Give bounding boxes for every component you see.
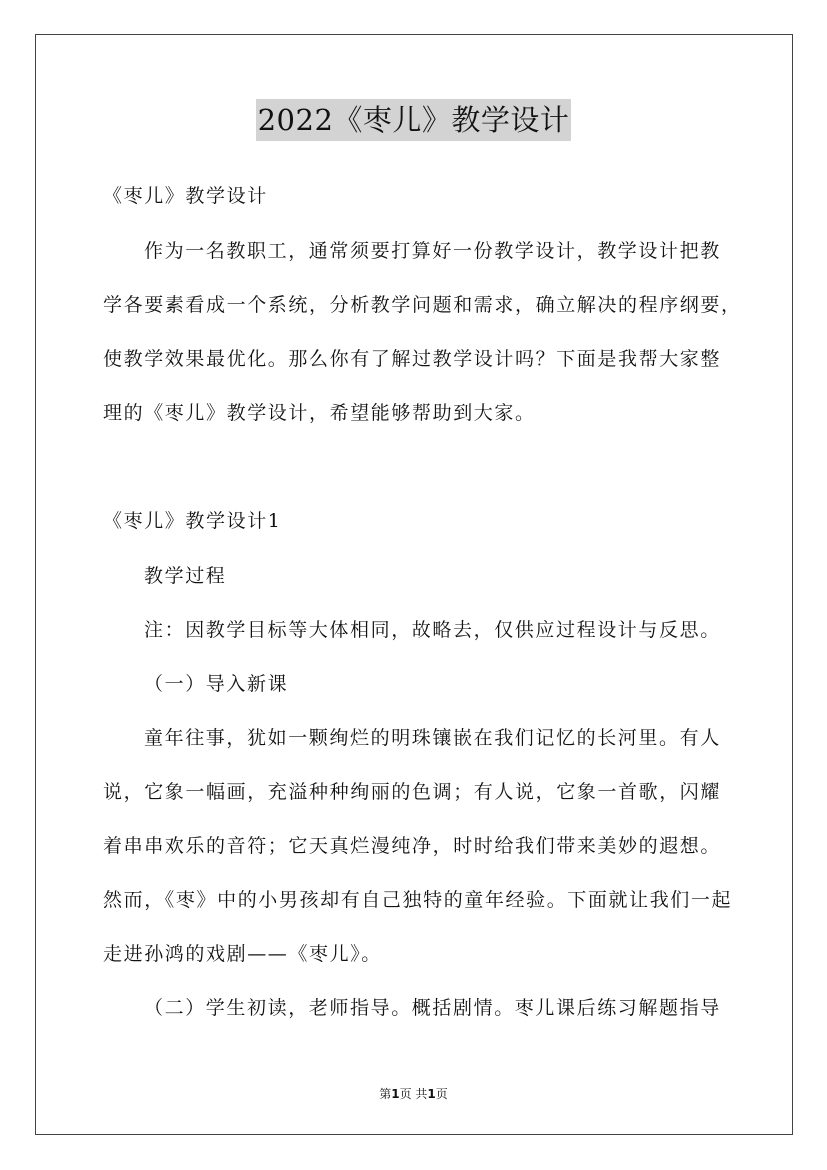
footer-page-prefix: 第 (379, 1087, 392, 1101)
footer-page-suffix: 页 (435, 1087, 448, 1101)
footer-page-total: 1 (427, 1087, 436, 1101)
process-label: 教学过程 (144, 565, 227, 587)
intro-line-2: 学各要素看成一个系统，分析教学问题和需求，确立解决的程序纲要， (103, 294, 742, 316)
step-1-body-line-2: 说，它象一幅画，充溢种种绚丽的色调；有人说，它象一首歌，闪耀 (103, 781, 722, 803)
step-1-body-line-1: 童年往事，犹如一颗绚烂的明珠镶嵌在我们记忆的长河里。有人 (144, 727, 721, 749)
step-1-heading: （一）导入新课 (144, 673, 289, 695)
intro-line-4: 理的《枣儿》教学设计，希望能够帮助到大家。 (103, 402, 536, 424)
page-footer (0, 1085, 827, 1102)
step-2-heading: （二）学生初读，老师指导。概括剧情。枣儿课后练习解题指导 (144, 997, 721, 1019)
note-line: 注：因教学目标等大体相同，故略去，仅供应过程设计与反思。 (144, 619, 721, 641)
title-container (0, 99, 827, 141)
step-1-body-line-4: 然而，《枣》中的小男孩却有自己独特的童年经验。下面就让我们一起 (103, 889, 733, 911)
footer-page-number: 1 (391, 1087, 400, 1101)
step-1-body-line-5: 走进孙鸿的戏剧——《枣儿》。 (103, 943, 382, 965)
intro-line-1: 作为一名教职工，通常须要打算好一份教学设计，教学设计把教 (144, 240, 721, 262)
document-title: 2022《枣儿》教学设计 (256, 99, 572, 141)
subtitle: 《枣儿》教学设计 (103, 185, 268, 207)
section-heading: 《枣儿》教学设计1 (103, 510, 282, 532)
intro-line-3: 使教学效果最优化。那么你有了解过教学设计吗？下面是我帮大家整 (103, 348, 722, 370)
step-1-body-line-3: 着串串欢乐的音符；它天真烂漫纯净，时时给我们带来美妙的遐想。 (103, 835, 722, 857)
footer-page-mid: 页 共 (399, 1087, 428, 1101)
